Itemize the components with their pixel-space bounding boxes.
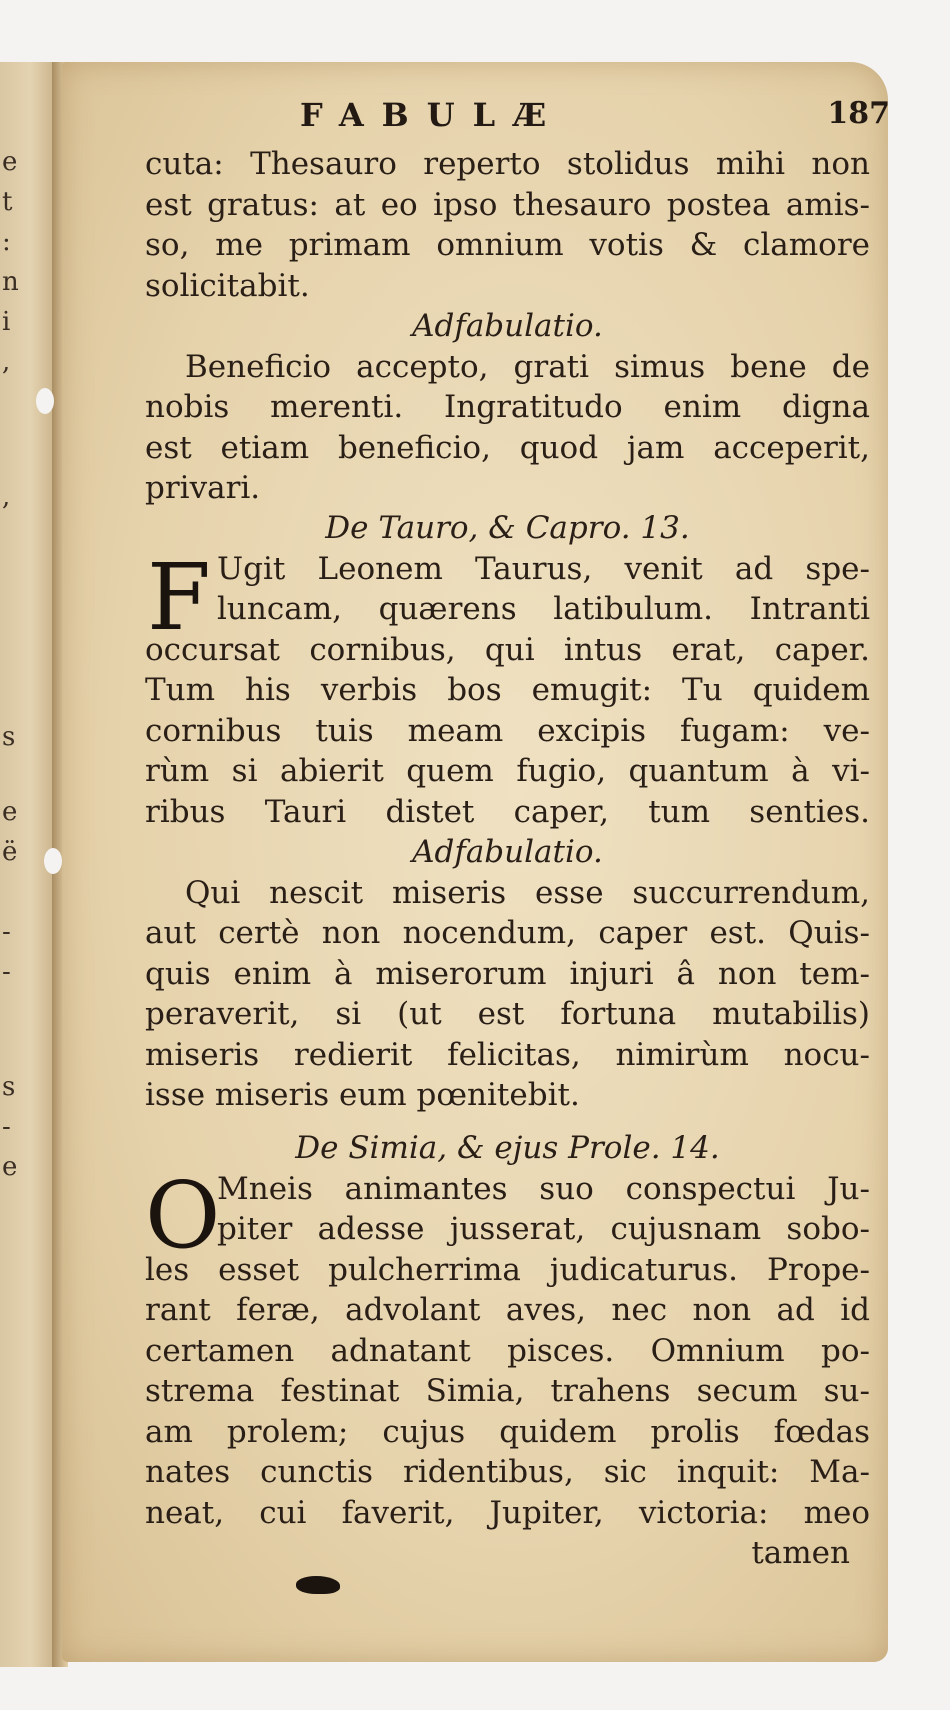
- moral-line: privari.: [145, 470, 261, 506]
- fable-13: [145, 508, 870, 1116]
- text-line: les esset pulcherrima judicaturus. Prope-: [145, 1251, 870, 1288]
- page-header: [300, 96, 890, 136]
- text-line: so, me primam omnium votis & clamore: [145, 227, 870, 263]
- moral-line: Beneficio accepto, grati simus bene de: [185, 348, 870, 385]
- edge-char: ,: [2, 482, 11, 512]
- edge-char: -: [2, 917, 11, 947]
- fable-title: De Simia, & ejus Prole. 14.: [295, 1130, 720, 1166]
- moral-line: quis enim à miserorum injuri â non tem-: [145, 955, 870, 992]
- catchword: tamen: [751, 1535, 850, 1571]
- edge-char: i: [2, 307, 11, 337]
- moral-heading: Adfabulatio.: [412, 308, 603, 344]
- binding-hole: [44, 848, 62, 874]
- text-line: ribus Tauri distet caper, tum senties.: [145, 793, 870, 830]
- edge-char: e: [2, 147, 18, 177]
- ink-blot-ornament: [296, 1576, 340, 1594]
- drop-capital: O: [145, 1162, 221, 1269]
- edge-char: n: [2, 267, 19, 297]
- fable-title: De Tauro, & Capro. 13.: [325, 510, 690, 546]
- text-line: rant feræ, advolant aves, nec non ad id: [145, 1292, 870, 1328]
- edge-char: -: [2, 957, 11, 987]
- text-line: solicitabit.: [145, 267, 310, 304]
- moral-line: peraverit, si (ut est fortuna mutabilis): [145, 996, 870, 1032]
- moral-line: est etiam beneficio, quod jam acceperit,: [145, 429, 870, 466]
- text-line: cuta: Thesauro reperto stolidus mihi non: [145, 146, 870, 182]
- text-line: neat, cui faverit, Jupiter, victoria: meo: [145, 1494, 870, 1531]
- text-line: cornibus tuis meam excipis fugam: ve-: [145, 712, 870, 749]
- edge-char: ë: [2, 837, 18, 867]
- moral-line: Qui nescit miseris esse succurrendum,: [185, 874, 870, 911]
- edge-char: :: [2, 227, 11, 257]
- text-line: certamen adnatant pisces. Omnium po-: [145, 1332, 870, 1369]
- moral-line: isse miseris eum pœnitebit.: [145, 1077, 580, 1113]
- text-line: est gratus: at eo ipso thesauro postea amis-: [145, 186, 870, 223]
- binding-hole: [36, 388, 54, 414]
- text-line: rùm si abierit quem fugio, quantum à vi-: [145, 753, 870, 789]
- text-line: occursat cornibus, qui intus erat, caper.: [145, 631, 870, 668]
- edge-char: e: [2, 797, 18, 827]
- text-line: nates cunctis ridentibus, sic inquit: Ma-: [145, 1454, 870, 1490]
- edge-char: t: [2, 187, 13, 217]
- fable-14: [145, 1128, 870, 1574]
- drop-capital: F: [147, 544, 211, 651]
- running-title: FABULÆ: [300, 96, 565, 134]
- edge-char: ,: [2, 347, 11, 377]
- moral-heading: Adfabulatio.: [412, 834, 603, 870]
- fable-12-ending: [145, 144, 870, 509]
- edge-char: s: [2, 722, 16, 752]
- text-line: Tum his verbis bos emugit: Tu quidem: [145, 672, 870, 708]
- page-number: 187: [827, 96, 890, 131]
- text-line: strema festinat Simia, trahens secum su-: [145, 1373, 870, 1409]
- edge-char: s: [2, 1072, 16, 1102]
- text-line: Mneis animantes suo conspectui Ju-: [217, 1170, 870, 1207]
- text-line: am prolem; cujus quidem prolis fœdas: [145, 1413, 870, 1450]
- moral-line: miseris redierit felicitas, nimirùm nocu-: [145, 1036, 870, 1073]
- text-line: luncam, quærens latibulum. Intranti: [217, 591, 870, 627]
- text-line: Ugit Leonem Taurus, venit ad spe-: [217, 550, 870, 587]
- moral-line: nobis merenti. Ingratitudo enim digna: [145, 389, 870, 425]
- edge-char: e: [2, 1152, 18, 1182]
- moral-line: aut certè non nocendum, caper est. Quis-: [145, 915, 870, 951]
- edge-char: -: [2, 1112, 11, 1142]
- text-line: piter adesse jusserat, cujusnam sobo-: [217, 1211, 870, 1247]
